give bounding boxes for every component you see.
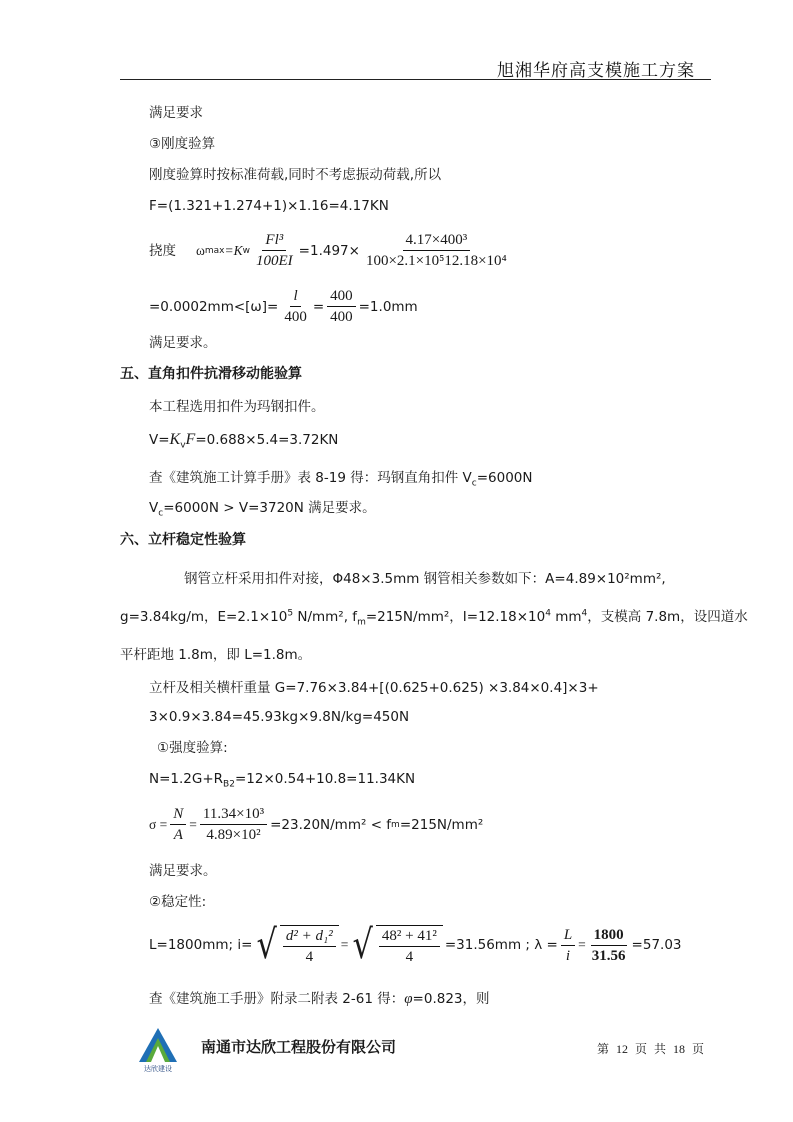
- stress-formula: σ = $\frac{N}{A}$ = $\frac{\text{11.34×10³}}{\text{4.89×10²}}$ =23.20N/mm² < f m =215N/mm²: [149, 806, 484, 843]
- fraction: [200, 806, 267, 843]
- text-span: =215N/mm²，I=12.18×10: [365, 609, 546, 625]
- fraction-numerator: 11.34×10³: [200, 806, 267, 825]
- coefficient: =1.497×: [298, 242, 360, 259]
- radicand: [376, 925, 443, 965]
- text-span: N/mm², f: [293, 609, 358, 625]
- text-span: g=3.84kg/m，E=2.1×10: [120, 609, 288, 625]
- c-subscript: c: [471, 478, 477, 489]
- square-root: [254, 922, 338, 968]
- fraction-numerator: 1800: [591, 927, 627, 946]
- text-line: 满足要求。: [149, 863, 217, 879]
- formula-text: =23.20N/mm² < f: [270, 816, 392, 833]
- fraction-denominator: 4.89×10²: [206, 827, 261, 843]
- superscript: 5: [287, 608, 294, 619]
- page-label: 第: [597, 1042, 610, 1056]
- text-span: V: [149, 500, 159, 516]
- page-label: 共: [654, 1042, 667, 1056]
- text-line: 满足要求: [149, 105, 203, 121]
- company-name: 南通市达欣工程股份有限公司: [201, 1038, 397, 1056]
- fraction-numerator: N: [170, 806, 186, 825]
- text-span: 查《建筑施工手册》附录二附表 2-61 得：: [149, 991, 405, 1007]
- formula-text: =1.0mm: [358, 298, 418, 315]
- company-logo: [137, 1026, 179, 1072]
- paragraph-line: 钢管立杆采用扣件对接，Φ48×3.5mm 钢管相关参数如下：A=4.89×10²mm²,: [184, 571, 666, 587]
- fraction-numerator: l: [290, 288, 300, 307]
- formula-text: σ =: [149, 816, 168, 832]
- v-subscript: v: [180, 440, 186, 451]
- fraction-denominator: 31.56: [591, 947, 626, 964]
- text-span: ，支模高 7.8m，设四道水: [587, 609, 748, 625]
- fraction: [363, 232, 510, 269]
- text-line: 刚度验算时按标准荷载,同时不考虑振动荷载,所以: [149, 167, 442, 183]
- text-line: 满足要求。: [149, 335, 217, 351]
- fraction-denominator: 4: [305, 948, 314, 965]
- text-span: =0.823，则: [412, 991, 490, 1007]
- radical-sign: √: [352, 922, 374, 968]
- subscript: m: [357, 617, 366, 628]
- formula-text: V=: [149, 432, 170, 448]
- section-step-title: ③刚度验算: [149, 136, 216, 152]
- k-symbol: K: [169, 431, 181, 448]
- text-line: 3×0.9×3.84=45.93kg×9.8N/kg=450N: [149, 709, 410, 725]
- formula-text: L=1800mm; i=: [149, 937, 253, 953]
- fraction-numerator: 400: [327, 288, 356, 307]
- formula-text: =0.0002mm<[ω]=: [149, 298, 279, 315]
- fraction-numerator: d² + d₁²: [283, 928, 336, 947]
- fraction: [281, 288, 310, 325]
- fraction-denominator: 4: [405, 948, 414, 965]
- logo-mountain-icon: [137, 1026, 179, 1072]
- radicand: [280, 925, 339, 965]
- fraction-denominator: 400: [284, 309, 307, 325]
- c-subscript: c: [158, 508, 164, 519]
- formula-text: =57.03: [631, 937, 682, 953]
- fraction-numerator: 4.17×400³: [403, 232, 471, 251]
- text-span: =6000N: [476, 470, 533, 486]
- equals: =: [312, 298, 325, 315]
- square-root: [350, 922, 442, 968]
- text-span: =6000N > V=3720N 满足要求。: [163, 500, 376, 516]
- fraction-numerator: Fl³: [262, 232, 286, 251]
- omega-symbol: ω: [196, 242, 205, 258]
- text-line: 本工程选用扣件为玛钢扣件。: [149, 399, 325, 415]
- current-page: 12: [616, 1042, 629, 1056]
- fraction: [379, 928, 440, 965]
- fraction-denominator: 100×2.1×10⁵12.18×10⁴: [365, 253, 507, 269]
- fraction-denominator: 100EI: [256, 253, 293, 269]
- fraction: [253, 232, 296, 269]
- equals: =: [340, 937, 349, 952]
- formula-text: =0.688×5.4=3.72KN: [195, 432, 339, 448]
- section-step-title: ①强度验算:: [157, 740, 228, 756]
- subscript: B2: [223, 779, 235, 790]
- section-heading: 六、立杆稳定性验算: [120, 532, 246, 548]
- f-symbol: F: [185, 431, 196, 448]
- superscript: 4: [545, 608, 551, 619]
- page-label: 页: [635, 1042, 648, 1056]
- page-number: [595, 1040, 706, 1057]
- superscript: 4: [581, 608, 588, 619]
- paragraph-line: 平杆距地 1.8m，即 L=1.8m。: [120, 647, 312, 663]
- formula-line: [149, 431, 338, 449]
- paragraph-line: [120, 608, 748, 626]
- text-span: =12×0.54+10.8=11.34KN: [234, 771, 416, 787]
- text-line: 立杆及相关横杆重量 G=7.76×3.84+[(0.625+0.625) ×3.84×0.4]×3+: [149, 680, 599, 696]
- logo-caption: 达欣建设: [144, 1065, 172, 1072]
- fraction-denominator: 400: [330, 309, 353, 325]
- total-pages: 18: [673, 1042, 686, 1056]
- text-line: [149, 990, 490, 1008]
- formula-line: [149, 770, 415, 788]
- section-step-title: ②稳定性:: [149, 894, 207, 910]
- radical-sign: √: [256, 922, 278, 968]
- page-label: 页: [692, 1042, 705, 1056]
- equals: =: [578, 937, 586, 952]
- text-span: 查《建筑施工计算手册》表 8-19 得：玛钢直角扣件 V: [149, 470, 472, 486]
- fraction-numerator: 48² + 41²: [379, 928, 440, 947]
- fraction: [170, 806, 186, 843]
- fraction-numerator: L: [561, 927, 575, 946]
- fraction: [561, 927, 575, 964]
- formula-text: =215N/mm²: [399, 816, 484, 833]
- fraction-denominator: A: [173, 827, 183, 843]
- formula-text: =31.56mm ; λ =: [444, 937, 558, 953]
- deflection-label: 挠度: [149, 242, 176, 259]
- k-coefficient: =K: [224, 242, 243, 258]
- fraction: [589, 927, 629, 964]
- section-heading: 五、直角扣件抗滑移动能验算: [120, 366, 302, 382]
- phi-symbol: φ: [404, 991, 413, 1007]
- text-span: mm: [550, 609, 582, 625]
- text-line: [149, 499, 376, 517]
- deflection-formula: 挠度 ω max =K w $\frac{\text{Fl³}}{100EI}$ =1.497× $\frac{\text{4.17×400³}}{\text{100×2.1×10⁵12.18×10⁴}}$: [149, 232, 513, 269]
- equals: =: [189, 816, 197, 832]
- fraction-denominator: i: [565, 947, 571, 964]
- allowable-deflection-formula: [149, 288, 418, 325]
- fraction: [283, 928, 336, 965]
- stability-formula: [149, 922, 682, 968]
- text-line: [149, 469, 532, 487]
- document-header-title: 旭湘华府高支模施工方案: [497, 61, 695, 81]
- formula-line: F=(1.321+1.274+1)×1.16=4.17KN: [149, 198, 389, 214]
- header-divider: [120, 79, 711, 80]
- fraction: [327, 288, 356, 325]
- text-span: N=1.2G+R: [149, 771, 224, 787]
